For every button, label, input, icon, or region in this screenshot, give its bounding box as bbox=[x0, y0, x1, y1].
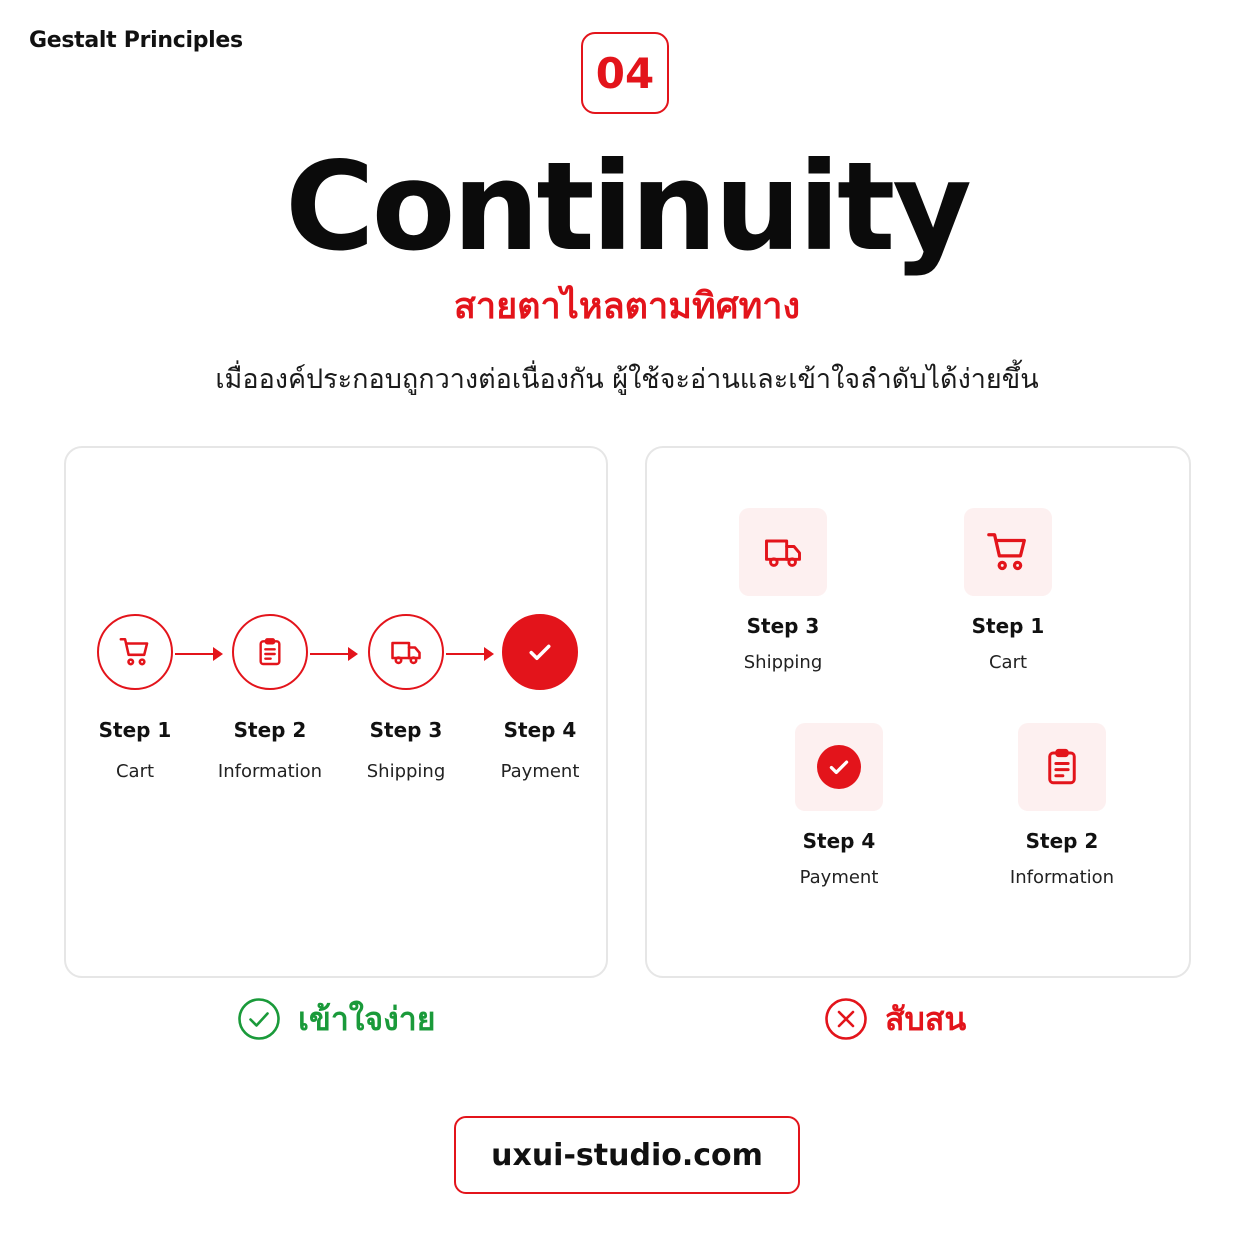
footer-website-link[interactable]: uxui-studio.com bbox=[454, 1116, 800, 1194]
scattered-step-2-title: Step 2 bbox=[1025, 829, 1099, 853]
cart-icon bbox=[118, 635, 152, 669]
flow-arrow-1 bbox=[175, 653, 221, 655]
scattered-step-4-tile bbox=[795, 723, 883, 811]
bad-verdict-label: สับสน bbox=[885, 1000, 967, 1038]
scattered-step-4-label: Payment bbox=[799, 867, 879, 888]
flow-arrow-2 bbox=[310, 653, 356, 655]
flow-step-4-circle bbox=[502, 614, 578, 690]
scattered-step-3-label: Shipping bbox=[743, 652, 823, 673]
truck-icon bbox=[388, 634, 424, 670]
check-icon bbox=[826, 754, 852, 780]
flow-step-2-circle bbox=[232, 614, 308, 690]
flow-step-1-title: Step 1 bbox=[98, 718, 172, 742]
page-description: เมื่อองค์ประกอบถูกวางต่อเนื่องกัน ผู้ใช้จะอ่านและเข้าใจลำดับได้ง่ายขึ้น bbox=[215, 364, 1039, 395]
scattered-step-3-tile bbox=[739, 508, 827, 596]
flow-step-1-circle bbox=[97, 614, 173, 690]
flow-step-3-circle bbox=[368, 614, 444, 690]
principle-number-badge: 04 bbox=[581, 32, 669, 114]
check-badge bbox=[817, 745, 861, 789]
page-subtitle: สายตาไหลตามทิศทาง bbox=[453, 286, 801, 327]
flow-step-1-label: Cart bbox=[115, 761, 155, 782]
truck-icon bbox=[761, 530, 805, 574]
series-label: Gestalt Principles bbox=[29, 28, 243, 53]
scattered-step-1-label: Cart bbox=[988, 652, 1028, 673]
cart-icon bbox=[985, 529, 1031, 575]
scattered-step-2-label: Information bbox=[1009, 867, 1115, 888]
scattered-step-1-title: Step 1 bbox=[971, 614, 1045, 638]
flow-arrow-3 bbox=[446, 653, 492, 655]
flow-step-4-label: Payment bbox=[500, 761, 580, 782]
flow-step-4-title: Step 4 bbox=[503, 718, 577, 742]
good-example-panel bbox=[64, 446, 608, 978]
scattered-step-4-title: Step 4 bbox=[802, 829, 876, 853]
bad-example-panel bbox=[645, 446, 1191, 978]
scattered-step-3-title: Step 3 bbox=[746, 614, 820, 638]
page-title: Continuity bbox=[285, 136, 969, 278]
clipboard-icon bbox=[254, 636, 286, 668]
check-circle-icon bbox=[237, 997, 281, 1041]
flow-step-2-title: Step 2 bbox=[233, 718, 307, 742]
clipboard-icon bbox=[1041, 746, 1083, 788]
good-verdict-label: เข้าใจง่าย bbox=[298, 1000, 436, 1038]
scattered-step-2-tile bbox=[1018, 723, 1106, 811]
bad-verdict bbox=[824, 997, 966, 1041]
flow-step-2-label: Information bbox=[217, 761, 323, 782]
x-circle-icon bbox=[824, 997, 868, 1041]
scattered-step-1-tile bbox=[964, 508, 1052, 596]
good-verdict bbox=[237, 997, 436, 1041]
flow-step-3-title: Step 3 bbox=[369, 718, 443, 742]
check-icon bbox=[525, 637, 555, 667]
flow-step-3-label: Shipping bbox=[366, 761, 446, 782]
